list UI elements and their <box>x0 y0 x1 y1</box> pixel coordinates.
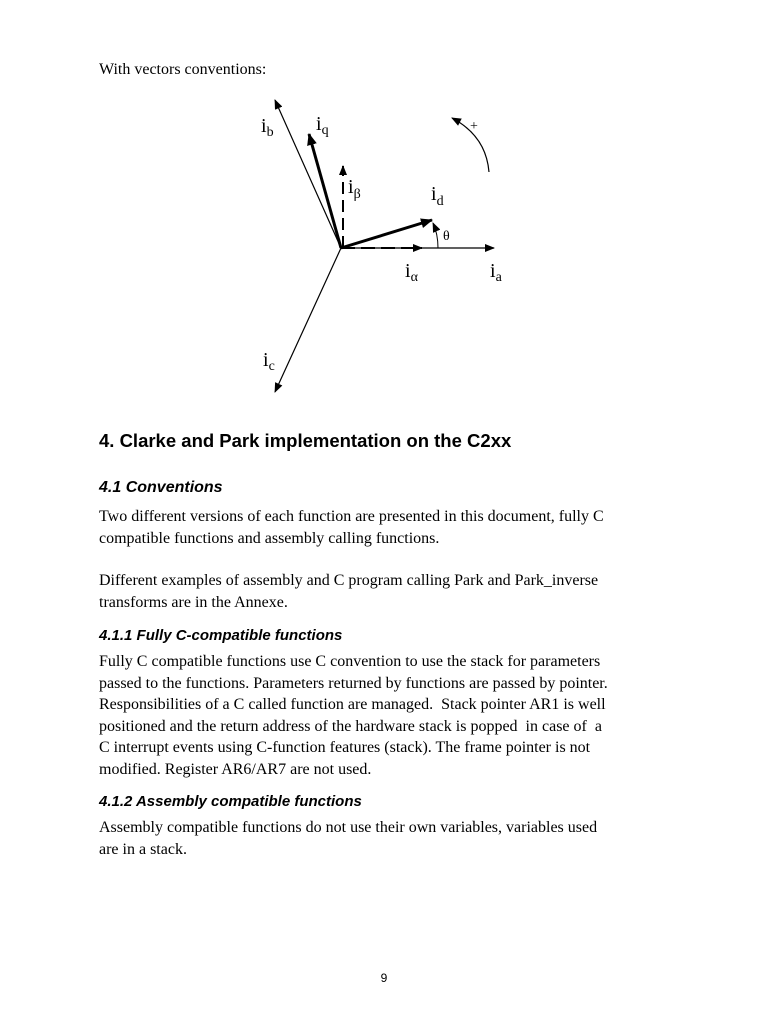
para1-line-1: Two different versions of each function are presented in this document, fully C <box>99 508 604 525</box>
para1-line-2: compatible functions and assembly calling functions. <box>99 529 440 547</box>
paragraph-conventions-1 <box>99 506 679 549</box>
paragraph-assembly <box>99 817 679 860</box>
label-ia-sub: a <box>495 270 502 285</box>
ib-axis <box>275 100 341 248</box>
label-ia-main: i <box>490 260 496 282</box>
label-ib-sub: b <box>266 125 274 140</box>
subsection-heading-conventions: 4.1 Conventions <box>99 479 223 496</box>
subsubsection-heading-c-compatible: 4.1.1 Fully C-compatible functions <box>99 627 343 644</box>
subsubsection-heading-assembly: 4.1.2 Assembly compatible functions <box>99 793 362 810</box>
intro-text: With vectors conventions: <box>99 61 267 78</box>
sub1-line-3: Responsibilities of a C called function are managed. Stack pointer AR1 is well <box>99 696 606 713</box>
label-iq-main: i <box>316 113 322 135</box>
sub2-line-2: are in a stack. <box>99 840 187 858</box>
label-ic-main: i <box>263 349 269 371</box>
para2-line-2: transforms are in the Annexe. <box>99 593 288 611</box>
label-ib <box>261 115 274 140</box>
sub1-line-5: C interrupt events using C-function features (stack). The frame pointer is not <box>99 739 591 756</box>
label-plus: + <box>470 119 478 134</box>
id-vector <box>341 220 432 248</box>
iq-vector <box>309 134 341 248</box>
label-iq <box>316 113 329 138</box>
paragraph-conventions-2 <box>99 570 679 613</box>
label-ialpha-sub: α <box>410 270 418 285</box>
sub1-line-1: Fully C compatible functions use C convention to use the stack for parameters <box>99 653 601 670</box>
label-ibeta-sub: β <box>353 187 361 202</box>
label-theta: θ <box>443 229 450 244</box>
label-ic-sub: c <box>268 359 275 374</box>
label-ialpha-main: i <box>405 260 411 282</box>
label-ia <box>490 260 503 285</box>
sub1-line-6: modified. Register AR6/AR7 are not used. <box>99 760 372 778</box>
para2-line-1: Different examples of assembly and C program calling Park and Park_inverse <box>99 572 599 589</box>
sub2-line-1: Assembly compatible functions do not use their own variables, variables used <box>99 819 598 836</box>
page-number: 9 <box>380 971 388 985</box>
paragraph-c-compatible <box>99 651 679 780</box>
sub1-line-4: positioned and the return address of the hardware stack is popped in case of a <box>99 717 602 735</box>
label-iq-sub: q <box>321 123 329 138</box>
ic-axis <box>275 248 341 392</box>
label-id-main: i <box>431 183 437 205</box>
section-heading: 4. Clarke and Park implementation on the C2xx <box>99 430 512 451</box>
label-id <box>431 183 444 209</box>
label-ialpha <box>405 260 419 285</box>
label-id-sub: d <box>436 194 444 209</box>
vector-diagram <box>0 0 768 420</box>
theta-arc <box>433 223 438 248</box>
label-ibeta <box>348 176 361 202</box>
label-ib-main: i <box>261 115 267 137</box>
label-ibeta-main: i <box>348 176 354 198</box>
label-ic <box>263 349 275 374</box>
sub1-line-2: passed to the functions. Parameters returned by functions are passed by pointer. <box>99 674 608 692</box>
